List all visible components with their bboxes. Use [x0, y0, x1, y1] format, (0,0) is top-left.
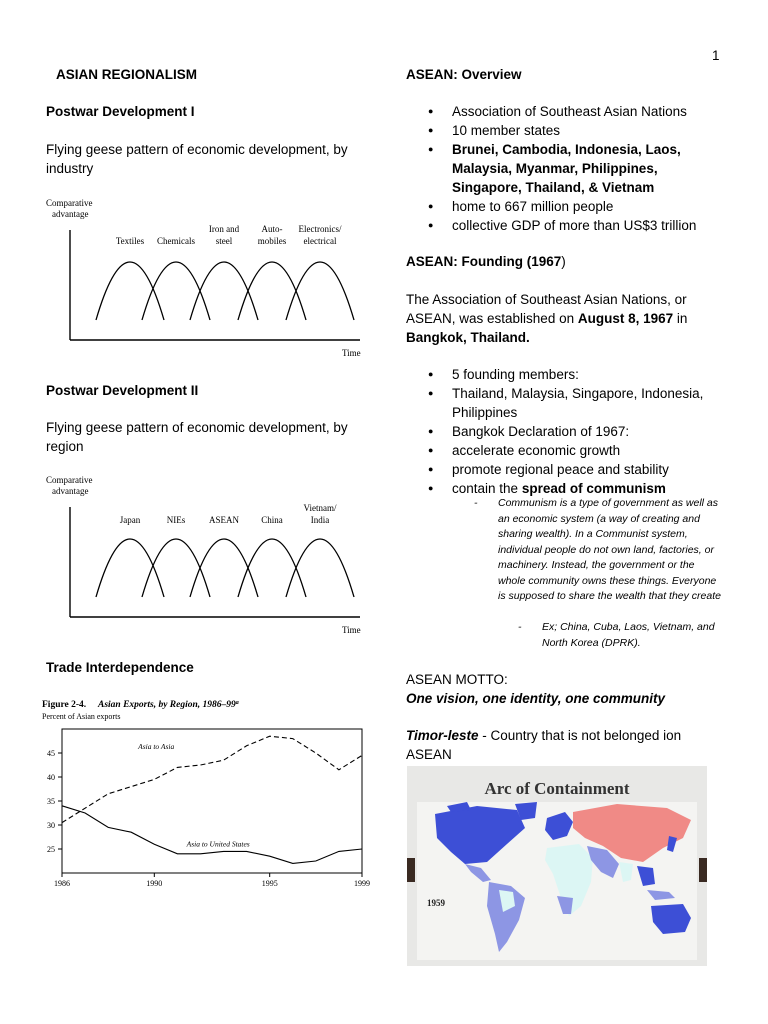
chart-figure-number: Figure 2-4.: [42, 700, 87, 710]
curve-label: ASEAN: [208, 515, 240, 525]
y-tick-label: 30: [47, 821, 55, 830]
chart-ylabel: Percent of Asian exports: [42, 712, 121, 721]
pd1-heading: Postwar Development I: [46, 104, 195, 119]
list-item: ● Thailand, Malaysia, Singapore, Indonesia, Philippines: [406, 384, 726, 422]
curve-label: Iron and: [208, 224, 240, 234]
communism-note: - Communism is a type of government as well as an economic system (a way of creating and sharing wealth). In a Communist system, individual people do not own land, factories, or machinery. Instead, the government or the whole community owns these things. Everyone is supposed to share the wealth that they create: [474, 497, 721, 602]
list-item: ● promote regional peace and stability: [406, 460, 726, 479]
page-title: ASIAN REGIONALISM: [56, 67, 198, 82]
list-item: ● accelerate economic growth: [406, 441, 726, 460]
curve-label: steel: [215, 236, 233, 246]
map-year: 1959: [427, 898, 445, 908]
list-item-contain: ● contain the spread of communism: [406, 479, 726, 498]
communism-examples: - Ex; China, Cuba, Laos, Vietnam, and North Korea (DPRK).: [518, 621, 715, 649]
pd2-text: Flying geese pattern of economic development, by region: [46, 420, 348, 454]
xlabel-time: Time: [342, 348, 361, 358]
series-line-0: [62, 736, 362, 822]
curve-label: NIEs: [166, 515, 186, 525]
curve-label: Auto-: [261, 224, 283, 234]
series-label: Asia to United States: [186, 839, 250, 849]
overview-list: [406, 102, 726, 235]
plot-frame: [62, 729, 362, 873]
list-item: ● Association of Southeast Asian Nations: [406, 102, 726, 121]
curve-4: [286, 539, 354, 597]
flying-geese-industry-chart: [44, 196, 366, 361]
curve-4: [286, 262, 354, 320]
pd2-heading: Postwar Development II: [46, 383, 199, 398]
trade-heading: Trade Interdependence: [46, 660, 194, 675]
ylabel-line2: advantage: [52, 209, 89, 219]
motto-label: ASEAN MOTTO:: [406, 672, 508, 687]
y-tick-label: 45: [47, 749, 55, 758]
list-item: ● 10 member states: [406, 121, 726, 140]
map-title: Arc of Containment: [484, 779, 630, 798]
xlabel-time: Time: [342, 625, 361, 635]
series-label: Asia to Asia: [138, 742, 175, 752]
y-tick-label: 35: [47, 797, 55, 806]
list-item: ● Bangkok Declaration of 1967:: [406, 422, 726, 441]
pd1-text: Flying geese pattern of economic development, by industry: [46, 142, 348, 176]
curve-label: India: [310, 515, 330, 525]
series-line-1: [62, 806, 362, 864]
x-tick-label: 1995: [261, 879, 278, 888]
founding-list: [406, 365, 726, 498]
flying-geese-region-chart: [44, 473, 366, 641]
x-tick-label: 1990: [146, 879, 163, 888]
timor-leste-text: Timor-leste - Country that is not belonged ion ASEAN: [406, 728, 682, 762]
overview-heading: ASEAN: Overview: [406, 67, 522, 82]
arc-of-containment-map: [407, 766, 707, 966]
curve-label: mobiles: [257, 236, 287, 246]
y-tick-label: 40: [47, 773, 55, 782]
curve-label: electrical: [303, 236, 337, 246]
ylabel-line2: advantage: [52, 486, 89, 496]
curve-label: Vietnam/: [303, 503, 337, 513]
ylabel-line1: Comparative: [46, 198, 93, 208]
founding-paragraph: The Association of Southeast Asian Nations, or ASEAN, was established on August 8, 1967 in Bangkok, Thailand.: [406, 292, 688, 345]
list-item: ● Brunei, Cambodia, Indonesia, Laos, Malaysia, Myanmar, Philippines, Singapore, Thailand, & Vietnam: [406, 140, 726, 197]
x-tick-label: 1999: [354, 879, 370, 888]
curve-label: Japan: [119, 515, 141, 525]
founding-heading: ASEAN: Founding (1967): [406, 254, 566, 269]
curve-label: China: [261, 515, 283, 525]
curve-label: Textiles: [115, 236, 145, 246]
curve-label: Electronics/: [298, 224, 342, 234]
list-item: ● 5 founding members:: [406, 365, 726, 384]
motto-text: One vision, one identity, one community: [406, 691, 666, 706]
y-tick-label: 25: [47, 845, 55, 854]
curve-0: [96, 539, 164, 597]
chart-title: Asian Exports, by Region, 1986–99$^a$: [98, 700, 239, 710]
x-tick-label: 1986: [54, 879, 70, 888]
curve-0: [96, 262, 164, 320]
curve-label: Chemicals: [157, 236, 195, 246]
page-number: 1: [712, 48, 720, 63]
asian-exports-chart: [40, 697, 370, 889]
ylabel-line1: Comparative: [46, 475, 93, 485]
list-item: ● collective GDP of more than US$3 trillion: [406, 216, 726, 235]
list-item: ● home to 667 million people: [406, 197, 726, 216]
